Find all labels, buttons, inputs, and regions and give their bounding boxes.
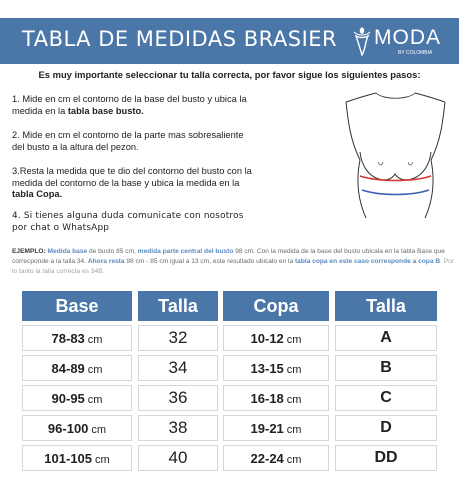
intro-text: Es muy importante seleccionar tu talla correcta, por favor sigue los siguientes pasos:: [38, 69, 421, 80]
cup-table-row-range-cell: [223, 325, 329, 351]
woman-figure-icon: [352, 26, 372, 56]
logo-subtext: BY COLOMBIA: [398, 50, 433, 56]
range-value: 19-21: [250, 420, 284, 436]
cup-table-row-range-cell: [223, 355, 329, 381]
cup-table-row: [223, 445, 437, 471]
cup-table-row-range-cell: [223, 385, 329, 411]
base-table-row-size-cell: 36: [138, 385, 218, 411]
range-value: 10-12: [250, 330, 284, 346]
step-4: [12, 211, 244, 234]
step-3-line-2: medida del contorno de la base y ubica la medida en la: [12, 177, 240, 188]
page-title: TABLA DE MEDIDAS BRASIER: [22, 27, 338, 51]
step-3-line-1: 3.Resta la medida que te dio del contorno del busto con la: [12, 166, 252, 176]
step-2: [12, 130, 244, 153]
cup-size-table: [223, 287, 437, 475]
base-table-row-size-cell: 34: [138, 355, 218, 381]
range-value: 90-95: [51, 390, 85, 406]
cup-table-row: [223, 385, 437, 411]
example-part-3: medida parte central del busto: [137, 248, 234, 255]
range-value: 84-89: [51, 360, 85, 376]
copa-header: Copa: [223, 291, 329, 321]
example-part-2: de busto 85 cm,: [87, 248, 138, 255]
step-1-line-2: [12, 106, 247, 118]
cup-table-row-size-cell: B: [335, 355, 437, 381]
cup-table-row: [223, 355, 437, 381]
cup-table-row-size-cell: C: [335, 385, 437, 411]
unit-label: cm: [286, 453, 302, 466]
base-measure-line: [362, 190, 429, 195]
step-3-text: tabla: [12, 189, 37, 199]
base-table-row-size-cell: 40: [138, 445, 218, 471]
step-3-line-3: [12, 189, 252, 201]
base-table-row-range-cell: [22, 385, 132, 411]
range-value: 96-100: [47, 420, 89, 436]
base-table-row: [22, 415, 218, 441]
example-part-4: 98 cm. Con la medida de la base del busto ubicala en la tabla Base que correcponde a la talla 34.: [12, 248, 445, 265]
base-table-row-size-cell: 32: [138, 325, 218, 351]
base-header: Base: [22, 291, 132, 321]
example-part-8: . Por lo tanto la talla correcta es 34B.: [12, 257, 455, 275]
step-1-bold: tabla base busto.: [67, 105, 144, 116]
range-value: 78-83: [51, 330, 85, 346]
unit-label: cm: [87, 393, 103, 406]
logo-text: MODA: [374, 26, 441, 49]
bust-measure-line: [360, 176, 431, 181]
unit-label: cm: [87, 363, 103, 376]
unit-label: cm: [91, 423, 107, 436]
range-value: 101-105: [44, 450, 93, 466]
cup-table-row-size-cell: D: [335, 415, 437, 441]
brand-logo: [350, 24, 450, 60]
example-paragraph: [12, 247, 457, 276]
unit-label: cm: [95, 453, 110, 466]
step-3: [12, 166, 252, 201]
cup-table-row: [223, 325, 437, 351]
step-4-line-1: 4. Si tienes alguna duda comunicate con nosotros: [12, 211, 244, 221]
example-part-1: Medida base: [45, 248, 88, 255]
step-3-bold: Copa.: [36, 189, 63, 199]
example-part-5: Ahora resta: [87, 257, 125, 265]
base-table-row-range-cell: [22, 415, 132, 441]
cup-table-row-range-cell: [223, 415, 329, 441]
step-2-line-2: del busto a la altura del pezon.: [12, 141, 139, 152]
step-4-line-2: por chat o WhatsApp: [12, 222, 110, 233]
header-banner: [0, 18, 459, 64]
step-2-line-1: 2. Mide en cm el contorno de la parte mas sobresaliente: [12, 130, 244, 140]
base-table-row: [22, 355, 218, 381]
base-table-row: [22, 385, 218, 411]
base-table-row-size-cell: 38: [138, 415, 218, 441]
unit-label: cm: [286, 423, 302, 436]
range-value: 16-18: [250, 390, 284, 406]
base-table-row-range-cell: [22, 325, 132, 351]
base-table-row: [22, 445, 218, 471]
unit-label: cm: [286, 333, 302, 346]
example-part-6: 98 cm - 85 cm igual a 13 cm, este resultado ubicalo en la: [124, 257, 295, 265]
step-1: [12, 94, 247, 117]
range-value: 22-24: [250, 450, 284, 466]
unit-label: cm: [286, 363, 302, 376]
cup-table-row-size-cell: DD: [335, 445, 437, 471]
step-1-line-1: 1. Mide en cm el contorno de la base del busto y ubica la: [12, 94, 247, 104]
example-label: EJEMPLO:: [12, 248, 46, 255]
base-table-row: [22, 325, 218, 351]
torso-measurement-illustration: [338, 90, 453, 220]
cup-table-row: [223, 415, 437, 441]
unit-label: cm: [87, 333, 103, 346]
base-size-table: [22, 287, 218, 475]
base-table-row-range-cell: [22, 445, 132, 471]
example-part-7: tabla copa en este caso corresponde a copa B: [294, 257, 441, 265]
cup-talla-header: Talla: [335, 291, 437, 321]
base-talla-header: Talla: [138, 291, 218, 321]
cup-table-row-size-cell: A: [335, 325, 437, 351]
base-table-row-range-cell: [22, 355, 132, 381]
range-value: 13-15: [250, 360, 284, 376]
step-1-text: medida en la: [12, 105, 68, 116]
cup-table-row-range-cell: [223, 445, 329, 471]
unit-label: cm: [286, 393, 302, 406]
